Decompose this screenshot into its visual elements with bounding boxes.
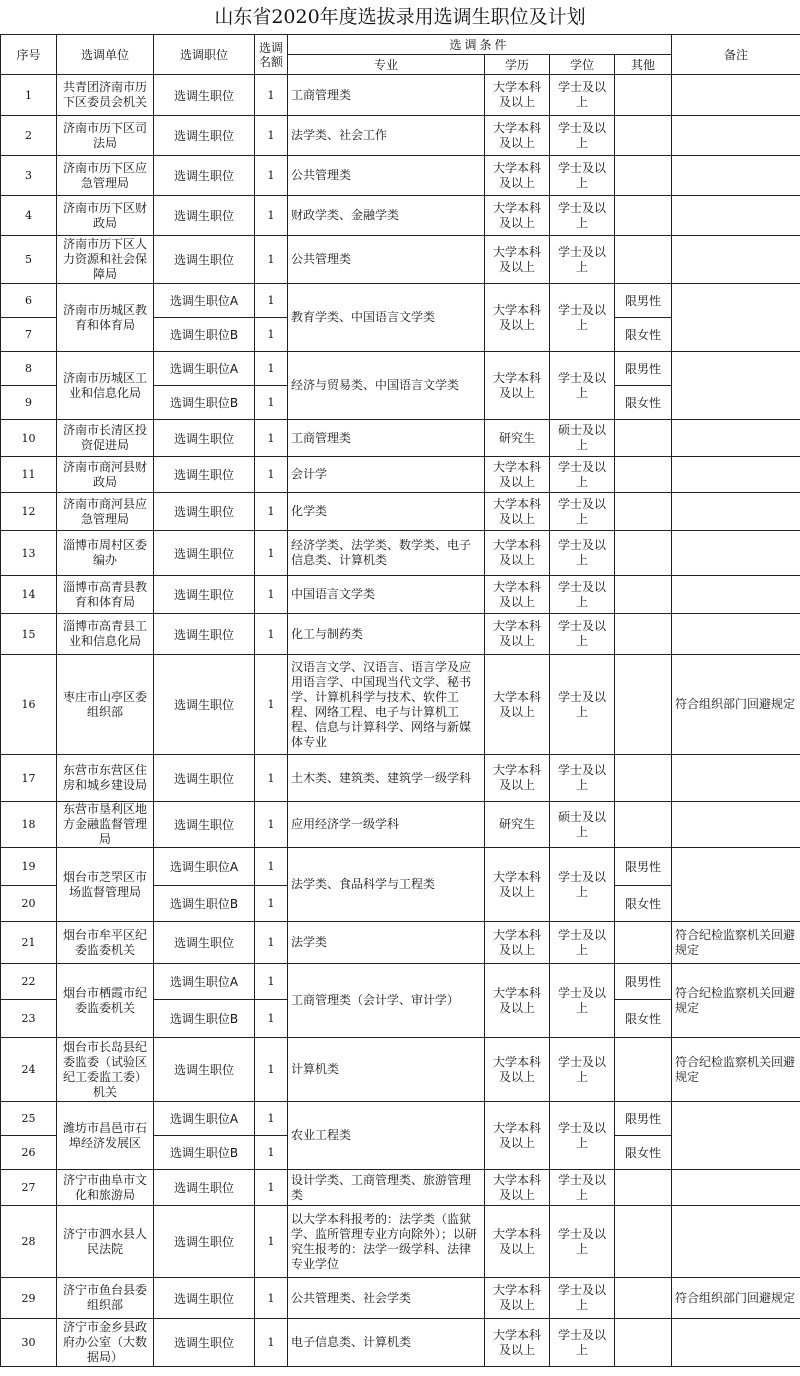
- position-cell: 选调生职位: [154, 755, 255, 802]
- other-cell: [615, 531, 672, 576]
- education-cell: 大学本科及以上: [485, 1102, 550, 1170]
- degree-cell: 学士及以上: [550, 284, 615, 352]
- quota-cell: 1: [255, 284, 288, 318]
- major-cell: 法学类: [288, 922, 485, 964]
- major-cell: 公共管理类、社会学类: [288, 1278, 485, 1319]
- remark-cell: [672, 156, 800, 196]
- major-cell: 法学类、食品科学与工程类: [288, 848, 485, 922]
- table-row: [1, 531, 800, 576]
- other-cell: 限女性: [615, 886, 672, 922]
- remark-cell: [672, 531, 800, 576]
- remark-cell: 符合纪检监察机关回避规定: [672, 964, 800, 1038]
- position-cell: 选调生职位: [154, 1038, 255, 1102]
- remark-cell: [672, 75, 800, 116]
- quota-cell: 1: [255, 386, 288, 420]
- major-cell: 教育学类、中国语言文学类: [288, 284, 485, 352]
- position-cell: 选调生职位: [154, 531, 255, 576]
- quota-cell: 1: [255, 964, 288, 1000]
- table-row: [1, 284, 800, 318]
- table-row: [1, 614, 800, 655]
- seq-cell: 13: [1, 531, 57, 576]
- unit-cell: 烟台市芝罘区市场监督管理局: [57, 848, 154, 922]
- seq-cell: 17: [1, 755, 57, 802]
- quota-cell: 1: [255, 196, 288, 236]
- other-cell: 限女性: [615, 1136, 672, 1170]
- major-cell: 公共管理类: [288, 156, 485, 196]
- position-cell: 选调生职位: [154, 1170, 255, 1206]
- education-cell: 大学本科及以上: [485, 493, 550, 531]
- education-cell: 大学本科及以上: [485, 614, 550, 655]
- unit-cell: 济宁市鱼台县委组织部: [57, 1278, 154, 1319]
- unit-cell: 烟台市牟平区纪委监委机关: [57, 922, 154, 964]
- remark-cell: [672, 1102, 800, 1170]
- degree-cell: 硕士及以上: [550, 420, 615, 457]
- position-cell: 选调生职位B: [154, 1136, 255, 1170]
- seq-cell: 29: [1, 1278, 57, 1319]
- education-cell: 大学本科及以上: [485, 284, 550, 352]
- major-cell: 法学类、社会工作: [288, 116, 485, 156]
- position-cell: 选调生职位A: [154, 284, 255, 318]
- major-cell: 化工与制药类: [288, 614, 485, 655]
- education-cell: 研究生: [485, 420, 550, 457]
- other-cell: [615, 1278, 672, 1319]
- remark-cell: [672, 802, 800, 848]
- table-row: [1, 75, 800, 116]
- degree-cell: 学士及以上: [550, 1206, 615, 1278]
- position-cell: 选调生职位B: [154, 318, 255, 352]
- remark-cell: 符合纪检监察机关回避规定: [672, 1038, 800, 1102]
- seq-cell: 24: [1, 1038, 57, 1102]
- major-cell: 会计学: [288, 457, 485, 493]
- table-row: [1, 116, 800, 156]
- education-cell: 大学本科及以上: [485, 655, 550, 755]
- header-seq: 序号: [1, 35, 57, 75]
- unit-cell: 淄博市高青县工业和信息化局: [57, 614, 154, 655]
- seq-cell: 18: [1, 802, 57, 848]
- unit-cell: 济南市商河县应急管理局: [57, 493, 154, 531]
- degree-cell: 学士及以上: [550, 1319, 615, 1367]
- unit-cell: 济南市历下区人力资源和社会保障局: [57, 236, 154, 284]
- quota-cell: 1: [255, 236, 288, 284]
- remark-cell: [672, 848, 800, 922]
- major-cell: 化学类: [288, 493, 485, 531]
- table-row: [1, 352, 800, 386]
- quota-cell: 1: [255, 457, 288, 493]
- major-cell: 计算机类: [288, 1038, 485, 1102]
- major-cell: 以大学本科报考的：法学类（监狱学、监所管理专业方向除外）；以研究生报考的：法学一级学科、法律专业学位: [288, 1206, 485, 1278]
- position-cell: 选调生职位: [154, 922, 255, 964]
- position-cell: 选调生职位: [154, 457, 255, 493]
- other-cell: [615, 156, 672, 196]
- header-other: 其他: [615, 55, 672, 75]
- major-cell: 经济与贸易类、中国语言文学类: [288, 352, 485, 420]
- unit-cell: 济宁市曲阜市文化和旅游局: [57, 1170, 154, 1206]
- position-cell: 选调生职位: [154, 156, 255, 196]
- other-cell: [615, 922, 672, 964]
- degree-cell: 学士及以上: [550, 848, 615, 922]
- degree-cell: 学士及以上: [550, 352, 615, 420]
- table-row: [1, 1278, 800, 1319]
- education-cell: 大学本科及以上: [485, 576, 550, 614]
- other-cell: [615, 614, 672, 655]
- remark-cell: 符合组织部门回避规定: [672, 655, 800, 755]
- quota-cell: 1: [255, 493, 288, 531]
- remark-cell: [672, 116, 800, 156]
- seq-cell: 8: [1, 352, 57, 386]
- table-row: [1, 196, 800, 236]
- table-row: [1, 493, 800, 531]
- unit-cell: 枣庄市山亭区委组织部: [57, 655, 154, 755]
- seq-cell: 1: [1, 75, 57, 116]
- unit-cell: 淄博市周村区委编办: [57, 531, 154, 576]
- seq-cell: 15: [1, 614, 57, 655]
- other-cell: [615, 196, 672, 236]
- remark-cell: [672, 576, 800, 614]
- position-cell: 选调生职位: [154, 236, 255, 284]
- unit-cell: 烟台市长岛县纪委监委（试验区纪工委监工委）机关: [57, 1038, 154, 1102]
- degree-cell: 学士及以上: [550, 655, 615, 755]
- major-cell: 工商管理类（会计学、审计学）: [288, 964, 485, 1038]
- major-cell: 工商管理类: [288, 420, 485, 457]
- position-cell: 选调生职位: [154, 420, 255, 457]
- education-cell: 大学本科及以上: [485, 116, 550, 156]
- degree-cell: 学士及以上: [550, 1278, 615, 1319]
- other-cell: [615, 420, 672, 457]
- remark-cell: [672, 284, 800, 352]
- degree-cell: 硕士及以上: [550, 802, 615, 848]
- education-cell: 大学本科及以上: [485, 1319, 550, 1367]
- table-row: [1, 576, 800, 614]
- other-cell: [615, 1038, 672, 1102]
- unit-cell: 潍坊市昌邑市石埠经济发展区: [57, 1102, 154, 1170]
- seq-cell: 5: [1, 236, 57, 284]
- seq-cell: 26: [1, 1136, 57, 1170]
- remark-cell: [672, 1206, 800, 1278]
- major-cell: 汉语言文学、汉语言、语言学及应用语言学、中国现当代文学、秘书学、计算机科学与技术、软件工程、网络工程、电子与计算机工程、信息与计算科学、网络与新媒体专业: [288, 655, 485, 755]
- header-major: 专业: [288, 55, 485, 75]
- remark-cell: 符合组织部门回避规定: [672, 1278, 800, 1319]
- table-row: [1, 964, 800, 1000]
- position-cell: 选调生职位: [154, 1319, 255, 1367]
- degree-cell: 学士及以上: [550, 922, 615, 964]
- quota-cell: 1: [255, 116, 288, 156]
- other-cell: [615, 755, 672, 802]
- remark-cell: 符合纪检监察机关回避规定: [672, 922, 800, 964]
- degree-cell: 学士及以上: [550, 1102, 615, 1170]
- unit-cell: 烟台市栖霞市纪委监委机关: [57, 964, 154, 1038]
- seq-cell: 28: [1, 1206, 57, 1278]
- unit-cell: 济南市历城区工业和信息化局: [57, 352, 154, 420]
- other-cell: 限男性: [615, 284, 672, 318]
- seq-cell: 12: [1, 493, 57, 531]
- other-cell: 限女性: [615, 1000, 672, 1038]
- remark-cell: [672, 1170, 800, 1206]
- other-cell: 限女性: [615, 318, 672, 352]
- position-cell: 选调生职位A: [154, 848, 255, 886]
- position-cell: 选调生职位B: [154, 886, 255, 922]
- seq-cell: 4: [1, 196, 57, 236]
- other-cell: [615, 1170, 672, 1206]
- other-cell: [615, 116, 672, 156]
- header-position: 选调职位: [154, 35, 255, 75]
- position-cell: 选调生职位: [154, 196, 255, 236]
- education-cell: 大学本科及以上: [485, 75, 550, 116]
- seq-cell: 25: [1, 1102, 57, 1136]
- table-row: [1, 236, 800, 284]
- position-cell: 选调生职位: [154, 614, 255, 655]
- table-row: [1, 802, 800, 848]
- other-cell: 限男性: [615, 1102, 672, 1136]
- seq-cell: 9: [1, 386, 57, 420]
- education-cell: 大学本科及以上: [485, 922, 550, 964]
- quota-cell: 1: [255, 75, 288, 116]
- unit-cell: 济宁市泗水县人民法院: [57, 1206, 154, 1278]
- seq-cell: 16: [1, 655, 57, 755]
- unit-cell: 济南市长清区投资促进局: [57, 420, 154, 457]
- other-cell: [615, 1206, 672, 1278]
- position-cell: 选调生职位A: [154, 352, 255, 386]
- table-row: [1, 1102, 800, 1136]
- education-cell: 大学本科及以上: [485, 457, 550, 493]
- table-row: [1, 420, 800, 457]
- quota-cell: 1: [255, 922, 288, 964]
- unit-cell: 济南市商河县财政局: [57, 457, 154, 493]
- degree-cell: 学士及以上: [550, 614, 615, 655]
- position-cell: 选调生职位: [154, 1278, 255, 1319]
- quota-cell: 1: [255, 352, 288, 386]
- quota-cell: 1: [255, 318, 288, 352]
- education-cell: 研究生: [485, 802, 550, 848]
- unit-cell: 济南市历城区教育和体育局: [57, 284, 154, 352]
- quota-cell: 1: [255, 531, 288, 576]
- quota-cell: 1: [255, 1102, 288, 1136]
- quota-cell: 1: [255, 1170, 288, 1206]
- seq-cell: 27: [1, 1170, 57, 1206]
- seq-cell: 6: [1, 284, 57, 318]
- remark-cell: [672, 420, 800, 457]
- degree-cell: 学士及以上: [550, 1170, 615, 1206]
- other-cell: 限男性: [615, 352, 672, 386]
- other-cell: [615, 1319, 672, 1367]
- remark-cell: [672, 352, 800, 420]
- major-cell: 财政学类、金融学类: [288, 196, 485, 236]
- unit-cell: 东营市垦利区地方金融监督管理局: [57, 802, 154, 848]
- other-cell: [615, 236, 672, 284]
- header-quota: 选调名额: [255, 35, 288, 75]
- seq-cell: 19: [1, 848, 57, 886]
- remark-cell: [672, 614, 800, 655]
- major-cell: 设计学类、工商管理类、旅游管理类: [288, 1170, 485, 1206]
- seq-cell: 3: [1, 156, 57, 196]
- unit-cell: 东营市东营区住房和城乡建设局: [57, 755, 154, 802]
- major-cell: 公共管理类: [288, 236, 485, 284]
- other-cell: 限女性: [615, 386, 672, 420]
- education-cell: 大学本科及以上: [485, 156, 550, 196]
- table-row: [1, 457, 800, 493]
- education-cell: 大学本科及以上: [485, 1278, 550, 1319]
- education-cell: 大学本科及以上: [485, 236, 550, 284]
- seq-cell: 22: [1, 964, 57, 1000]
- position-cell: 选调生职位: [154, 655, 255, 755]
- major-cell: 工商管理类: [288, 75, 485, 116]
- major-cell: 土木类、建筑类、建筑学一级学科: [288, 755, 485, 802]
- seq-cell: 14: [1, 576, 57, 614]
- degree-cell: 学士及以上: [550, 156, 615, 196]
- degree-cell: 学士及以上: [550, 75, 615, 116]
- degree-cell: 学士及以上: [550, 576, 615, 614]
- unit-cell: 济宁市金乡县政府办公室（大数据局）: [57, 1319, 154, 1367]
- unit-cell: 济南市历下区财政局: [57, 196, 154, 236]
- seq-cell: 23: [1, 1000, 57, 1038]
- other-cell: [615, 75, 672, 116]
- position-cell: 选调生职位B: [154, 386, 255, 420]
- major-cell: 应用经济学一级学科: [288, 802, 485, 848]
- education-cell: 大学本科及以上: [485, 531, 550, 576]
- quota-cell: 1: [255, 802, 288, 848]
- header-remark: 备注: [672, 35, 800, 75]
- education-cell: 大学本科及以上: [485, 1038, 550, 1102]
- quota-cell: 1: [255, 576, 288, 614]
- quota-cell: 1: [255, 886, 288, 922]
- position-cell: 选调生职位A: [154, 1102, 255, 1136]
- header-unit: 选调单位: [57, 35, 154, 75]
- remark-cell: [672, 493, 800, 531]
- quota-cell: 1: [255, 1206, 288, 1278]
- position-cell: 选调生职位: [154, 576, 255, 614]
- other-cell: [615, 655, 672, 755]
- table-row: [1, 1319, 800, 1367]
- education-cell: 大学本科及以上: [485, 1170, 550, 1206]
- seq-cell: 11: [1, 457, 57, 493]
- position-cell: 选调生职位: [154, 116, 255, 156]
- table-row: [1, 922, 800, 964]
- remark-cell: [672, 1319, 800, 1367]
- table-row: [1, 655, 800, 755]
- seq-cell: 21: [1, 922, 57, 964]
- degree-cell: 学士及以上: [550, 1038, 615, 1102]
- position-cell: 选调生职位: [154, 75, 255, 116]
- position-cell: 选调生职位: [154, 1206, 255, 1278]
- degree-cell: 学士及以上: [550, 236, 615, 284]
- quota-cell: 1: [255, 1278, 288, 1319]
- other-cell: 限男性: [615, 964, 672, 1000]
- header-degree: 学位: [550, 55, 615, 75]
- quota-cell: 1: [255, 156, 288, 196]
- position-cell: 选调生职位: [154, 802, 255, 848]
- other-cell: 限男性: [615, 848, 672, 886]
- major-cell: 农业工程类: [288, 1102, 485, 1170]
- unit-cell: 济南市历下区司法局: [57, 116, 154, 156]
- other-cell: [615, 802, 672, 848]
- quota-cell: 1: [255, 848, 288, 886]
- header-education: 学历: [485, 55, 550, 75]
- quota-cell: 1: [255, 420, 288, 457]
- page-title: 山东省2020年度选拔录用选调生职位及计划: [214, 6, 586, 28]
- remark-cell: [672, 755, 800, 802]
- unit-cell: 共青团济南市历下区委员会机关: [57, 75, 154, 116]
- degree-cell: 学士及以上: [550, 457, 615, 493]
- quota-cell: 1: [255, 1319, 288, 1367]
- remark-cell: [672, 196, 800, 236]
- other-cell: [615, 493, 672, 531]
- degree-cell: 学士及以上: [550, 493, 615, 531]
- education-cell: 大学本科及以上: [485, 848, 550, 922]
- seq-cell: 2: [1, 116, 57, 156]
- unit-cell: 济南市历下区应急管理局: [57, 156, 154, 196]
- quota-cell: 1: [255, 1038, 288, 1102]
- quota-cell: 1: [255, 1136, 288, 1170]
- table-row: [1, 1038, 800, 1102]
- seq-cell: 10: [1, 420, 57, 457]
- degree-cell: 学士及以上: [550, 964, 615, 1038]
- degree-cell: 学士及以上: [550, 755, 615, 802]
- major-cell: 中国语言文学类: [288, 576, 485, 614]
- table-row: [1, 156, 800, 196]
- education-cell: 大学本科及以上: [485, 352, 550, 420]
- seq-cell: 20: [1, 886, 57, 922]
- position-cell: 选调生职位: [154, 493, 255, 531]
- major-cell: 电子信息类、计算机类: [288, 1319, 485, 1367]
- other-cell: [615, 457, 672, 493]
- remark-cell: [672, 236, 800, 284]
- remark-cell: [672, 457, 800, 493]
- header-conditions: 选调条件: [288, 35, 672, 55]
- seq-cell: 30: [1, 1319, 57, 1367]
- positions-table: [0, 34, 800, 1367]
- position-cell: 选调生职位A: [154, 964, 255, 1000]
- quota-cell: 1: [255, 755, 288, 802]
- seq-cell: 7: [1, 318, 57, 352]
- other-cell: [615, 576, 672, 614]
- degree-cell: 学士及以上: [550, 196, 615, 236]
- unit-cell: 淄博市高青县教育和体育局: [57, 576, 154, 614]
- education-cell: 大学本科及以上: [485, 964, 550, 1038]
- table-row: [1, 1170, 800, 1206]
- major-cell: 经济学类、法学类、数学类、电子信息类、计算机类: [288, 531, 485, 576]
- quota-cell: 1: [255, 1000, 288, 1038]
- table-row: [1, 848, 800, 886]
- table-row: [1, 1206, 800, 1278]
- position-cell: 选调生职位B: [154, 1000, 255, 1038]
- education-cell: 大学本科及以上: [485, 1206, 550, 1278]
- education-cell: 大学本科及以上: [485, 196, 550, 236]
- education-cell: 大学本科及以上: [485, 755, 550, 802]
- degree-cell: 学士及以上: [550, 531, 615, 576]
- degree-cell: 学士及以上: [550, 116, 615, 156]
- quota-cell: 1: [255, 614, 288, 655]
- table-row: [1, 755, 800, 802]
- quota-cell: 1: [255, 655, 288, 755]
